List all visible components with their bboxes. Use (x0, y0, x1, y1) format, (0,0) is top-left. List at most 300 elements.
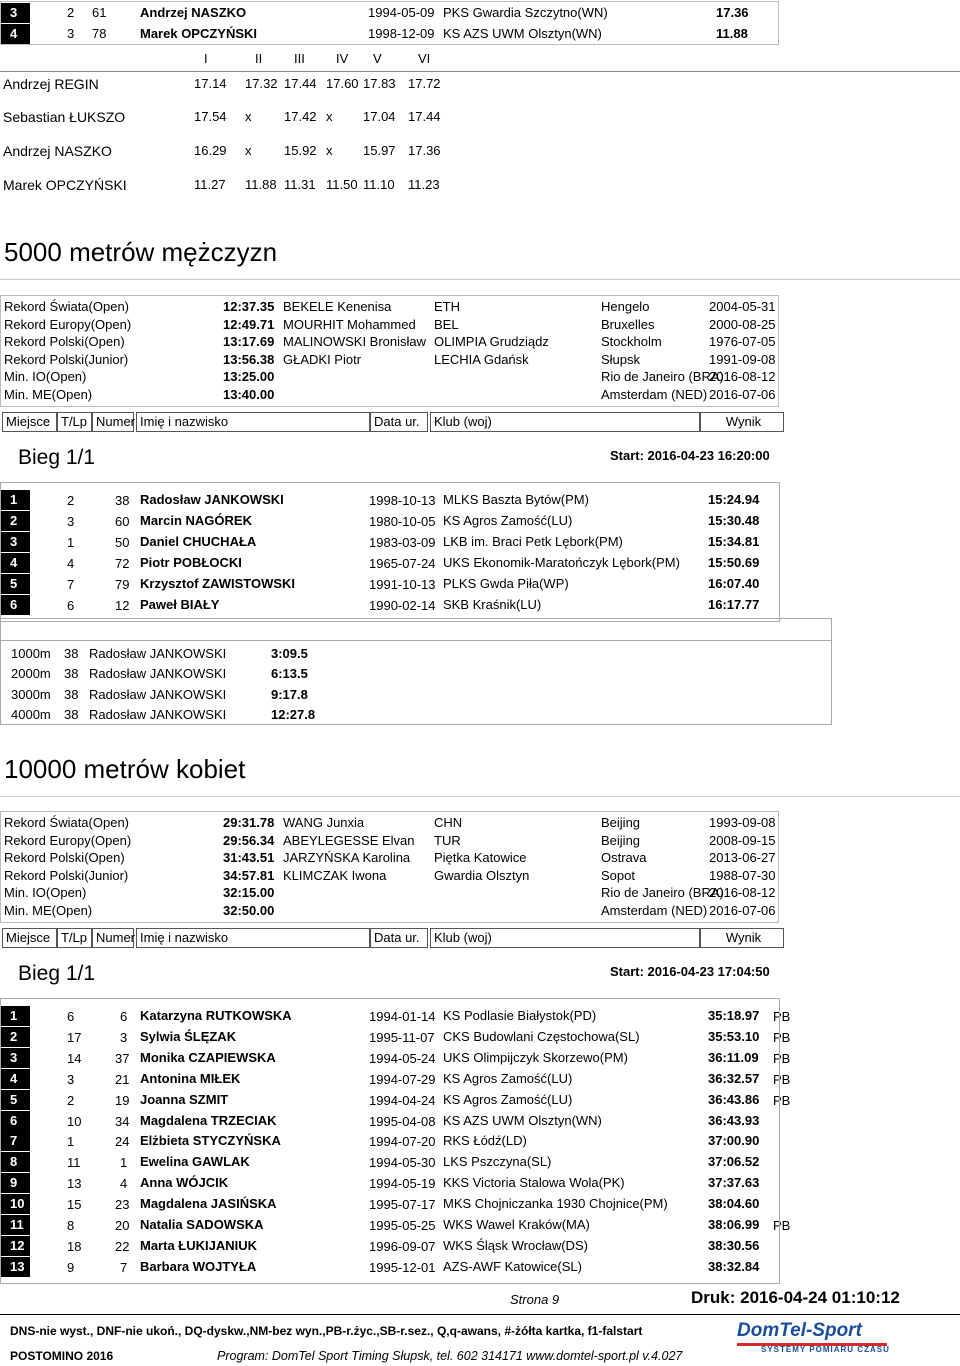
attempt-value: 17.72 (408, 76, 441, 91)
record-place: Stockholm (601, 334, 662, 350)
birth-date: 1994-07-20 (369, 1134, 436, 1150)
attempt-value: 17.44 (408, 109, 441, 124)
result: 36:43.86 (708, 1091, 760, 1107)
athlete-name: Paweł BIAŁY (140, 597, 220, 612)
result: 15:24.94 (708, 492, 760, 507)
number-cell: 50 (115, 535, 130, 550)
lp-cell: 1 (67, 1134, 75, 1150)
result: 36:11.09 (708, 1049, 759, 1065)
result: 35:53.10 (708, 1028, 760, 1044)
attempt-athlete: Marek OPCZYŃSKI (3, 177, 127, 193)
attempt-value: x (245, 109, 252, 124)
birth-date: 1994-05-09 (368, 5, 435, 20)
place-cell: 9 (0, 1173, 30, 1193)
club-name: RKS Łódź(LD) (443, 1133, 527, 1149)
lp-cell: 8 (67, 1218, 75, 1233)
birth-date: 1983-03-09 (369, 535, 436, 550)
birth-date: 1995-11-07 (369, 1029, 435, 1045)
attempt-value: 11.23 (408, 177, 440, 192)
split-time: 6:13.5 (271, 666, 308, 682)
record-place: Rio de Janeiro (BRA) (601, 369, 724, 385)
header-result: Wynik (700, 928, 784, 948)
results-frame (0, 482, 780, 622)
place-cell: 2 (0, 511, 30, 531)
number-cell: 72 (115, 556, 130, 571)
record-label: Min. IO(Open) (4, 885, 87, 901)
domtel-logo (737, 1319, 897, 1359)
record-holder: GŁADKI Piotr (283, 351, 362, 367)
birth-date: 1994-05-30 (369, 1155, 436, 1171)
pb-badge: PB (773, 1218, 791, 1233)
place-cell: 2 (0, 1027, 30, 1047)
lp-cell: 14 (67, 1050, 82, 1066)
club-name: KKS Victoria Stalowa Wola(PK) (443, 1175, 625, 1191)
club-name: WKS Śląsk Wrocław(DS) (443, 1237, 588, 1253)
attempt-value: 17.14 (194, 76, 227, 91)
athlete-name: Marta ŁUKIJANIUK (140, 1237, 258, 1253)
birth-date: 1995-04-08 (369, 1113, 436, 1129)
result: 35:18.97 (708, 1008, 760, 1023)
attempt-header: V (373, 51, 382, 66)
attempt-header: III (294, 51, 305, 66)
attempt-header: II (255, 51, 263, 66)
header-number: Numer (92, 412, 134, 432)
result: 15:50.69 (708, 555, 760, 570)
page-number: Strona 9 (510, 1292, 560, 1307)
record-holder: JARZYŃSKA Karolina (283, 850, 411, 866)
lp-cell: 9 (67, 1259, 75, 1275)
record-team: Gwardia Olsztyn (434, 867, 530, 883)
number-cell: 22 (115, 1238, 130, 1254)
header-name: Imię i nazwisko (136, 928, 370, 948)
athlete-name: Marcin NAGÓREK (140, 513, 252, 528)
club-name: CKS Budowlani Częstochowa(SL) (443, 1028, 640, 1044)
attempt-value: 11.88 (245, 177, 277, 192)
birth-date: 1998-10-13 (369, 493, 436, 508)
birth-date: 1965-07-24 (369, 556, 436, 571)
attempt-value: 11.10 (363, 177, 395, 192)
split-athlete: Radosław JANKOWSKI (89, 706, 227, 722)
record-time: 31:43.51 (223, 850, 275, 866)
lp-cell: 2 (67, 493, 75, 508)
record-time: 12:37.35 (223, 299, 275, 314)
pb-badge: PB (773, 1050, 791, 1066)
record-label: Rekord Europy(Open) (4, 316, 132, 332)
header-lp: T/Lp (57, 928, 92, 948)
title-underline (0, 279, 960, 280)
place-cell: 5 (0, 574, 30, 594)
program-info: Program: DomTel Sport Timing Słupsk, tel. 602 314171 www.domtel-sport.pl v.4.027 (217, 1349, 683, 1363)
footer-line (0, 1314, 960, 1315)
number-cell: 19 (115, 1092, 130, 1108)
lp-cell: 3 (67, 26, 75, 41)
birth-date: 1994-01-14 (369, 1009, 436, 1024)
pb-badge: PB (773, 1009, 791, 1024)
pb-badge: PB (773, 1029, 791, 1045)
number-cell: 20 (115, 1218, 130, 1233)
record-date: 2013-06-27 (709, 850, 776, 866)
number-cell: 1 (120, 1155, 128, 1171)
attempt-value: 17.44 (284, 76, 317, 91)
split-distance: 2000m (11, 666, 51, 682)
header-dob: Data ur. (370, 412, 428, 432)
lp-cell: 3 (67, 514, 75, 529)
number-cell: 23 (115, 1197, 130, 1213)
club-name: LKB im. Braci Petk Lębork(PM) (443, 534, 623, 549)
record-label: Rekord Świata(Open) (4, 299, 129, 314)
number-cell: 61 (92, 5, 107, 20)
place-cell: 5 (0, 1090, 30, 1110)
lp-cell: 13 (67, 1176, 82, 1192)
number-cell: 21 (115, 1071, 130, 1087)
record-holder: MALINOWSKI Bronisław (283, 334, 427, 350)
record-time: 32:15.00 (223, 885, 275, 901)
lp-cell: 11 (67, 1155, 81, 1171)
birth-date: 1998-12-09 (368, 26, 435, 41)
record-team: ETH (434, 299, 460, 314)
records-frame (0, 295, 779, 407)
record-team: CHN (434, 815, 463, 830)
splits-header-line (0, 640, 832, 641)
lp-cell: 6 (67, 1009, 75, 1024)
club-name: KS AZS UWM Olsztyn(WN) (443, 26, 602, 41)
result: 16:17.77 (708, 597, 760, 612)
place-cell: 12 (0, 1236, 30, 1256)
birth-date: 1980-10-05 (369, 514, 436, 529)
lp-cell: 6 (67, 598, 75, 613)
record-date: 2016-07-06 (709, 903, 776, 918)
attempt-value: 11.50 (326, 177, 358, 192)
club-name: PLKS Gwda Piła(WP) (443, 576, 569, 591)
lp-cell: 1 (67, 535, 75, 550)
place-cell: 6 (0, 1111, 30, 1131)
birth-date: 1994-05-24 (369, 1050, 436, 1066)
club-name: MKS Chojniczanka 1930 Chojnice(PM) (443, 1196, 668, 1212)
attempt-value: 15.97 (363, 143, 396, 158)
record-date: 1976-07-05 (709, 334, 776, 350)
place-cell: 6 (0, 595, 30, 615)
club-name: PKS Gwardia Szczytno(WN) (443, 5, 608, 20)
record-holder: KLIMCZAK Iwona (283, 867, 387, 883)
record-place: Beijing (601, 815, 641, 830)
record-team: LECHIA Gdańsk (434, 351, 529, 367)
header-place: Miejsce (2, 412, 57, 432)
place-cell: 13 (0, 1257, 30, 1277)
club-name: KS Agros Zamość(LU) (443, 1070, 573, 1086)
athlete-name: Sylwia ŚLĘZAK (140, 1028, 237, 1044)
record-time: 32:50.00 (223, 903, 275, 918)
club-name: MLKS Baszta Bytów(PM) (443, 492, 589, 507)
place-cell: 7 (0, 1131, 30, 1151)
place-cell: 3 (0, 1048, 30, 1068)
attempt-value: 17.42 (284, 109, 317, 124)
athlete-name: Piotr POBŁOCKI (140, 555, 242, 570)
record-label: Rekord Europy(Open) (4, 832, 132, 848)
lp-cell: 4 (67, 556, 75, 571)
athlete-name: Natalia SADOWSKA (140, 1217, 264, 1232)
record-label: Rekord Polski(Junior) (4, 867, 129, 883)
record-time: 13:56.38 (223, 351, 275, 367)
birth-date: 1990-02-14 (369, 598, 436, 613)
number-cell: 34 (115, 1113, 130, 1129)
record-date: 2004-05-31 (709, 299, 776, 314)
athlete-name: Monika CZAPIEWSKA (140, 1049, 276, 1065)
result: 38:06.99 (708, 1217, 760, 1232)
number-cell: 24 (115, 1134, 130, 1150)
athlete-name: Magdalena JASIŃSKA (140, 1196, 277, 1212)
attempt-value: x (326, 143, 333, 158)
birth-date: 1994-04-24 (369, 1092, 436, 1108)
record-place: Bruxelles (601, 316, 655, 332)
event-title: 10000 metrów kobiet (4, 754, 246, 784)
record-place: Hengelo (601, 299, 650, 314)
athlete-name: Barbara WOJTYŁA (140, 1258, 257, 1274)
record-holder: ABEYLEGESSE Elvan (283, 832, 415, 848)
attempt-value: 17.54 (194, 109, 227, 124)
club-name: KS Agros Zamość(LU) (443, 513, 573, 528)
heat-label: Bieg 1/1 (18, 446, 96, 469)
lp-cell: 15 (67, 1197, 82, 1213)
result: 38:04.60 (708, 1196, 760, 1212)
athlete-name: Anna WÓJCIK (140, 1175, 229, 1191)
club-name: LKS Pszczyna(SL) (443, 1154, 552, 1170)
athlete-name: Andrzej NASZKO (140, 5, 247, 20)
athlete-name: Marek OPCZYŃSKI (140, 26, 258, 41)
record-date: 2016-07-06 (709, 387, 776, 402)
record-time: 13:25.00 (223, 369, 275, 385)
number-cell: 38 (115, 493, 130, 508)
birth-date: 1991-10-13 (369, 577, 436, 592)
split-time: 3:09.5 (271, 646, 308, 661)
header-club: Klub (woj) (430, 412, 700, 432)
pb-badge: PB (773, 1071, 791, 1087)
record-date: 1993-09-08 (709, 815, 776, 830)
record-time: 12:49.71 (223, 316, 275, 332)
athlete-name: Krzysztof ZAWISTOWSKI (140, 576, 296, 591)
birth-date: 1995-07-17 (369, 1197, 436, 1213)
record-team: TUR (434, 832, 461, 848)
split-athlete: Radosław JANKOWSKI (89, 686, 227, 702)
header-number: Numer (92, 928, 134, 948)
logo-text: DomTel-Sport (737, 1320, 862, 1341)
club-name: KS AZS UWM Olsztyn(WN) (443, 1112, 602, 1128)
record-place: Sopot (601, 867, 635, 883)
record-label: Rekord Polski(Junior) (4, 351, 129, 367)
header-lp: T/Lp (57, 412, 92, 432)
print-date: Druk: 2016-04-24 01:10:12 (691, 1288, 900, 1307)
result: 36:32.57 (708, 1070, 760, 1086)
record-place: Amsterdam (NED) (601, 387, 708, 402)
attempt-value: 11.31 (284, 177, 316, 192)
attempt-value: x (245, 143, 252, 158)
record-holder: MOURHIT Mohammed (283, 316, 416, 332)
club-name: AZS-AWF Katowice(SL) (443, 1258, 582, 1274)
record-date: 1988-07-30 (709, 867, 776, 883)
athlete-name: Joanna SZMIT (140, 1091, 229, 1107)
start-time: Start: 2016-04-23 16:20:00 (610, 448, 770, 463)
header-place: Miejsce (2, 928, 57, 948)
athlete-name: Magdalena TRZECIAK (140, 1112, 277, 1128)
record-date: 2016-08-12 (709, 885, 776, 901)
lp-cell: 10 (67, 1113, 82, 1129)
lp-cell: 3 (67, 1071, 75, 1087)
pb-badge: PB (773, 1092, 791, 1108)
record-place: Amsterdam (NED) (601, 903, 708, 918)
split-time: 9:17.8 (271, 686, 308, 702)
record-holder: BEKELE Kenenisa (283, 299, 392, 314)
record-holder: WANG Junxia (283, 815, 365, 830)
place-cell: 3 (0, 532, 30, 552)
split-time: 12:27.8 (271, 706, 316, 722)
athlete-name: Daniel CHUCHAŁA (140, 534, 257, 549)
start-time-clip (610, 446, 780, 466)
attempt-value: 17.04 (363, 109, 396, 124)
attempt-athlete: Andrzej NASZKO (3, 143, 112, 159)
record-date: 2000-08-25 (709, 316, 776, 332)
record-date: 1991-09-08 (709, 351, 776, 367)
records-frame (0, 811, 779, 923)
record-date: 2016-08-12 (709, 369, 776, 385)
split-number: 38 (64, 646, 79, 661)
place-cell: 4 (0, 553, 30, 573)
record-place: Beijing (601, 832, 641, 848)
birth-date: 1995-12-01 (369, 1259, 436, 1275)
record-place: Słupsk (601, 351, 641, 367)
result: 37:00.90 (708, 1133, 760, 1149)
results-frame (0, 1, 779, 45)
split-athlete: Radosław JANKOWSKI (89, 666, 227, 682)
result: 38:32.84 (708, 1258, 760, 1274)
result: 37:06.52 (708, 1154, 760, 1170)
place-cell: 1 (0, 1006, 30, 1026)
athlete-name: Elżbieta STYCZYŃSKA (140, 1133, 281, 1149)
athlete-name: Ewelina GAWLAK (140, 1154, 250, 1170)
record-time: 13:17.69 (223, 334, 275, 350)
record-label: Min. IO(Open) (4, 369, 87, 385)
birth-date: 1995-05-25 (369, 1218, 436, 1233)
record-label: Rekord Polski(Open) (4, 334, 125, 350)
place-cell: 1 (0, 490, 30, 510)
athlete-name: Katarzyna RUTKOWSKA (140, 1008, 292, 1023)
split-number: 38 (64, 706, 79, 722)
birth-date: 1996-09-07 (369, 1238, 436, 1254)
attempt-athlete: Andrzej REGIN (3, 76, 99, 92)
record-date: 2008-09-15 (709, 832, 776, 848)
attempt-value: 17.60 (326, 76, 359, 91)
header-club: Klub (woj) (430, 928, 700, 948)
number-cell: 12 (115, 598, 130, 613)
record-time: 29:31.78 (223, 815, 275, 830)
attempt-value: 17.83 (363, 76, 396, 91)
number-cell: 6 (120, 1009, 128, 1024)
record-team: BEL (434, 316, 459, 332)
club-name: SKB Kraśnik(LU) (443, 597, 542, 612)
record-place: Ostrava (601, 850, 647, 866)
place-cell: 11 (0, 1215, 30, 1235)
lp-cell: 7 (67, 577, 75, 592)
record-time: 34:57.81 (223, 867, 275, 883)
result: 16:07.40 (708, 576, 760, 591)
event-title: 5000 metrów mężczyzn (4, 237, 278, 267)
attempt-athlete: Sebastian ŁUKSZO (3, 109, 126, 125)
place-cell: 4 (0, 24, 30, 44)
result: 15:34.81 (708, 534, 760, 549)
number-cell: 79 (115, 577, 130, 592)
club-name: WKS Wawel Kraków(MA) (443, 1217, 590, 1232)
title-underline (0, 796, 960, 797)
header-dob: Data ur. (370, 928, 428, 948)
split-number: 38 (64, 666, 79, 682)
number-cell: 7 (120, 1259, 128, 1275)
record-label: Rekord Polski(Open) (4, 850, 125, 866)
record-time: 29:56.34 (223, 832, 275, 848)
divider (0, 71, 960, 72)
lp-cell: 18 (67, 1238, 82, 1254)
record-label: Min. ME(Open) (4, 387, 93, 402)
split-distance: 3000m (11, 686, 51, 702)
header-result: Wynik (700, 412, 784, 432)
split-number: 38 (64, 686, 79, 702)
attempt-value: 17.36 (408, 143, 441, 158)
legend: DNS-nie wyst., DNF-nie ukoń., DQ-dyskw.,NM-bez wyn.,PB-r.życ.,SB-r.sez., Q,q-awans, #-żółta kartka, f1-falstart (10, 1324, 643, 1338)
club-name: UKS Ekonomik-Maratończyk Lębork(PM) (443, 555, 680, 570)
record-team: Piętka Katowice (434, 850, 527, 866)
record-label: Min. ME(Open) (4, 903, 93, 918)
lp-cell: 17 (67, 1029, 82, 1045)
record-label: Rekord Świata(Open) (4, 815, 129, 830)
athlete-name: Radosław JANKOWSKI (140, 492, 284, 507)
result: 36:43.93 (708, 1112, 760, 1128)
number-cell: 37 (115, 1050, 130, 1066)
attempt-header: VI (418, 51, 431, 66)
result: 17.36 (716, 5, 749, 20)
heat-label: Bieg 1/1 (18, 962, 96, 985)
attempt-header: IV (336, 51, 349, 66)
place-cell: 10 (0, 1194, 30, 1214)
start-time: Start: 2016-04-23 17:04:50 (610, 964, 770, 979)
number-cell: 3 (120, 1029, 128, 1045)
logo-subtitle: SYSTEMY POMIARU CZASU (761, 1345, 890, 1354)
club-name: KS Podlasie Białystok(PD) (443, 1008, 597, 1023)
start-time-clip (610, 962, 780, 982)
attempt-value: 15.92 (284, 143, 317, 158)
event-name: POSTOMINO 2016 (10, 1349, 114, 1363)
birth-date: 1994-07-29 (369, 1071, 436, 1087)
attempt-value: 11.27 (194, 177, 226, 192)
number-cell: 78 (92, 26, 107, 41)
result: 11.88 (716, 26, 748, 41)
record-time: 13:40.00 (223, 387, 275, 402)
result: 15:30.48 (708, 513, 760, 528)
attempt-value: 16.29 (194, 143, 227, 158)
attempt-header: I (204, 51, 208, 66)
number-cell: 4 (120, 1176, 128, 1192)
lp-cell: 2 (67, 1092, 75, 1108)
results-frame (0, 998, 780, 1284)
record-team: OLIMPIA Grudziądz (434, 334, 549, 350)
club-name: UKS Olimpijczyk Skorzewo(PM) (443, 1049, 628, 1065)
split-athlete: Radosław JANKOWSKI (89, 646, 227, 661)
result: 37:37.63 (708, 1175, 760, 1191)
place-cell: 4 (0, 1069, 30, 1089)
header-name: Imię i nazwisko (136, 412, 370, 432)
attempt-value: 17.32 (245, 76, 278, 91)
result: 38:30.56 (708, 1237, 760, 1253)
birth-date: 1994-05-19 (369, 1176, 436, 1192)
lp-cell: 2 (67, 5, 75, 20)
attempt-value: x (326, 109, 333, 124)
split-distance: 1000m (11, 646, 51, 661)
